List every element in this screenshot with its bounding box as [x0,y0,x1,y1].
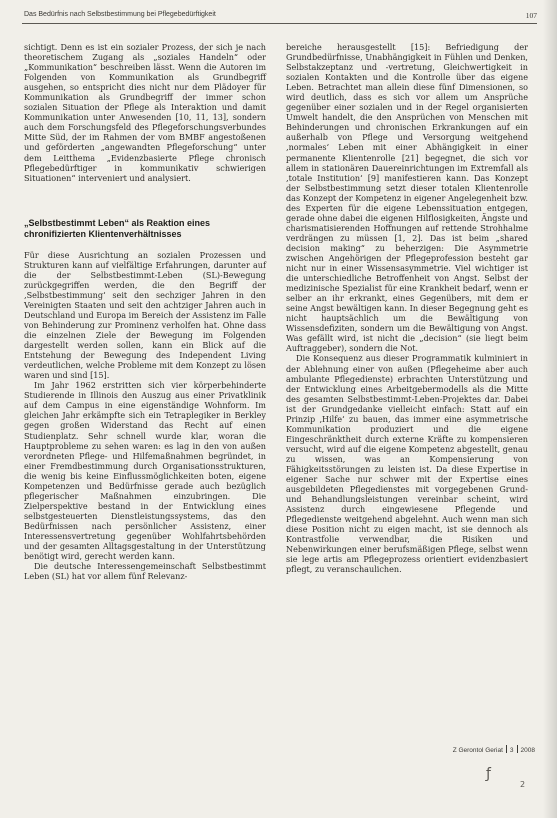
right-column [286,42,528,574]
footer-journal: Z Gerontol Geriat [452,747,503,754]
footer-year: 2008 [520,747,535,754]
margin-pencil-mark: ƒ [486,766,491,782]
right-paragraph-2: Die Konsequenz aus dieser Programmatik kulminiert in der Ablehnung einer von außen (Pflegeheime aber auch ambulante Pflegedienste) erbrachten Unterstützung und der Entwicklung eines Arbeitgebermodells als die Mitte des gesamten Selbstbestimmt-Leben-Projektes dar. Dabei ist der Grundgedanke vielleicht einfach: Statt auf ein Prinzip ‚Hilfe‘ zu bauen, das immer eine asymmetrische Kommunikation produziert und die eigene Eingeschränktheit durch externe Kräfte zu kompensieren versucht, wird auf die eigene Kompetenz abgestellt, genau zu wissen, was an Kompensierung von Fähigkeitsstörungen zu leisten ist. Da diese Expertise in eigener Sache nur schwer mit der Expertise eines ausgebildeten Pflegedienstes mit vorgegebenen Grund- und Behandlungsleistungen vereinbar scheint, wird Assistenz durch eingewiesene Pflegende und Pflegedienste weitgehend abgelehnt. Auch wenn man sich diese Position nicht zu eigen macht, ist sie dennoch als Kontrastfolie verwendbar, die Risiken und Nebenwirkungen einer berufsmäßigen Pflege, selbst wenn sie lege artis am Pflegeprozess orientiert evidenzbasiert pflegt, zu veranschaulichen. [286,353,528,575]
header-rule [22,23,537,24]
page-number: 107 [525,11,537,20]
left-paragraph-3: Im Jahr 1962 erstritten sich vier körperbehinderte Studierende in Illinois den Auszug aus einer Privatklinik auf dem Campus in eine eigenständige Wohnform. Im gleichen Jahr erkämpfte sich ein Tetraplegiker in Berkley gegen großen Widerstand das Recht auf einen Studienplatz. Sehr schnell wurde klar, woran die Hauptprobleme zu sehen waren: es lag in den von außen verordneten Pflege- und Hilfemaßnahmen begründet, in einer Fremdbestimmung durch Organisationsstrukturen, die wenig bis keine Einflussmöglichkeiten boten, eigene Kompetenzen und Bedürfnisse gerade auch bezüglich pflegerischer Maßnahmen einzubringen. Die Zielperspektive bestand in der Entwicklung eines selbstgesteuerten Dienstleistungssystems, das den Bedürfnissen nach persönlicher Assistenz, einer Interessensvertretung gegenüber Wohlfahrtsbehörden und der gesamten Alltagsgestaltung in der Unterstützung benötigt wird, gerecht werden kann. [24,380,266,562]
left-paragraph-1: sichtigt. Denn es ist ein sozialer Prozess, der sich je nach theoretischem Zugang als „soziales Handeln“ oder „Kommunikation“ beschreiben lässt. Wenn die Autoren im Folgenden von Kommunikation als Grundbegriff ausgehen, so entspricht dies nicht nur dem Plädoyer für Kommunikation als Grundbegriff der immer schon sozialen Situation der Pflege als Interaktion und damit Kommunikation unter Anwesenden [10, 11, 13], sondern auch dem Forschungsfeld des Pflegeforschungsverbundes Mitte Süd, der im Rahmen der vom BMBF angestoßenen und geförderten „angewandten Pflegeforschung“ unter dem Leitthema „Evidenzbasierte Pflege chronisch Pflegebedürftiger in kommunikativ schwierigen Situationen“ interveniert und analysiert. [24,42,266,183]
footer-divider [517,745,518,753]
footer-volume: 3 [509,747,514,754]
running-head [22,8,537,22]
margin-pencil-mark-2: 2 [520,780,526,789]
section-heading: „Selbstbestimmt Leben“ als Reaktion eines chronifizierten Klientenverhältnisses [24,217,211,239]
left-paragraph-2: Für diese Ausrichtung an sozialen Prozessen und Strukturen kann auf vielfältige Erfahrungen, darunter auf die der Selbstbestimmt-Leben (SL)-Bewegung zurückgegriffen werden, die den Begriff der ‚Selbstbestimmung‘ seit den sechziger Jahren in den Vereinigten Staaten und seit den achtziger Jahren auch in Deutschland und Europa im Bereich der Assistenz im Falle von Behinderung zur Prominenz verholfen hat. Ohne dass die einzelnen Ziele der Bewegung im Folgenden dargestellt werden sollen, kann ein Blick auf die Entstehung der Bewegung des Independent Living verdeutlichen, welche Probleme mit dem Konzept zu lösen waren und sind [15]. [24,249,266,381]
footer-divider [506,745,507,753]
left-paragraph-4: Die deutsche Interessengemeinschaft Selbstbestimmt Leben (SL) hat vor allem fünf Relevanz- [24,561,266,582]
journal-footer [447,745,535,754]
page-edge-shadow [543,0,557,818]
running-head-title: Das Bedürfnis nach Selbstbestimmung bei Pflegebedürftigkeit [24,11,216,18]
right-paragraph-1: bereiche herausgestellt [15]: Befriedigung der Grundbedürfnisse, Unabhängigkeit in Fühlen und Denken, Selbstakzeptanz und -vertretung, Gleichwertigkeit in sozialen Kontakten und die Kontrolle über das eigene Leben. Betrachtet man allein diese fünf Dimensionen, so wird deutlich, dass es sich vor allem um Ansprüche gegenüber einer sozialen und in der Regel organisierten Umwelt handelt, die den Ansprüchen von Menschen mit Behinderungen und chronischen Erkrankungen auf ein außerhalb von Pflege und Versorgung weitgehend ‚normales‘ Leben mit einer Abhängigkeit in einer permanente Klientenrolle [21] begegnet, die sich vor allem in stationären Dauereinrichtungen im Extremfall als ‚totale Institution‘ [9] manifestieren kann. Das Konzept der Selbstbestimmung setzt dieser totalen Klientenrolle das Konzept der Kompetenz in eigener Angelegenheit bzw. des Experten für die eigene Lebenssituation entgegen, gerade ohne dabei die eigenen Hilflosigkeiten, Ängste und charismatisierenden Hoffnungen auf rettende Strohhalme verdrängen zu müssen [1, 2]. Das ist beim „shared decision making“ zu beherzigen: Die Asymmetrie zwischen Angehörigen der Pflegeprofession besteht gar nicht nur in einer Wissensasymmetrie. Viel wichtiger ist die unterschiedliche Betroffenheit von Angst. Selbst der medizinische Spezialist für eine Krankheit bedarf, wenn er selber an ihr erkrankt, eines Gegenübers, mit dem er seine Angst bewältigen kann. In dieser Begegnung geht es nicht hauptsächlich um die Bewältigung von Wissensdefiziten, sondern um die Bewältigung von Angst. Was gefällt wird, ist nicht die „decision“ (sie liegt beim Auftraggeber), sondern die Not. [286,42,528,354]
left-column [24,42,266,581]
